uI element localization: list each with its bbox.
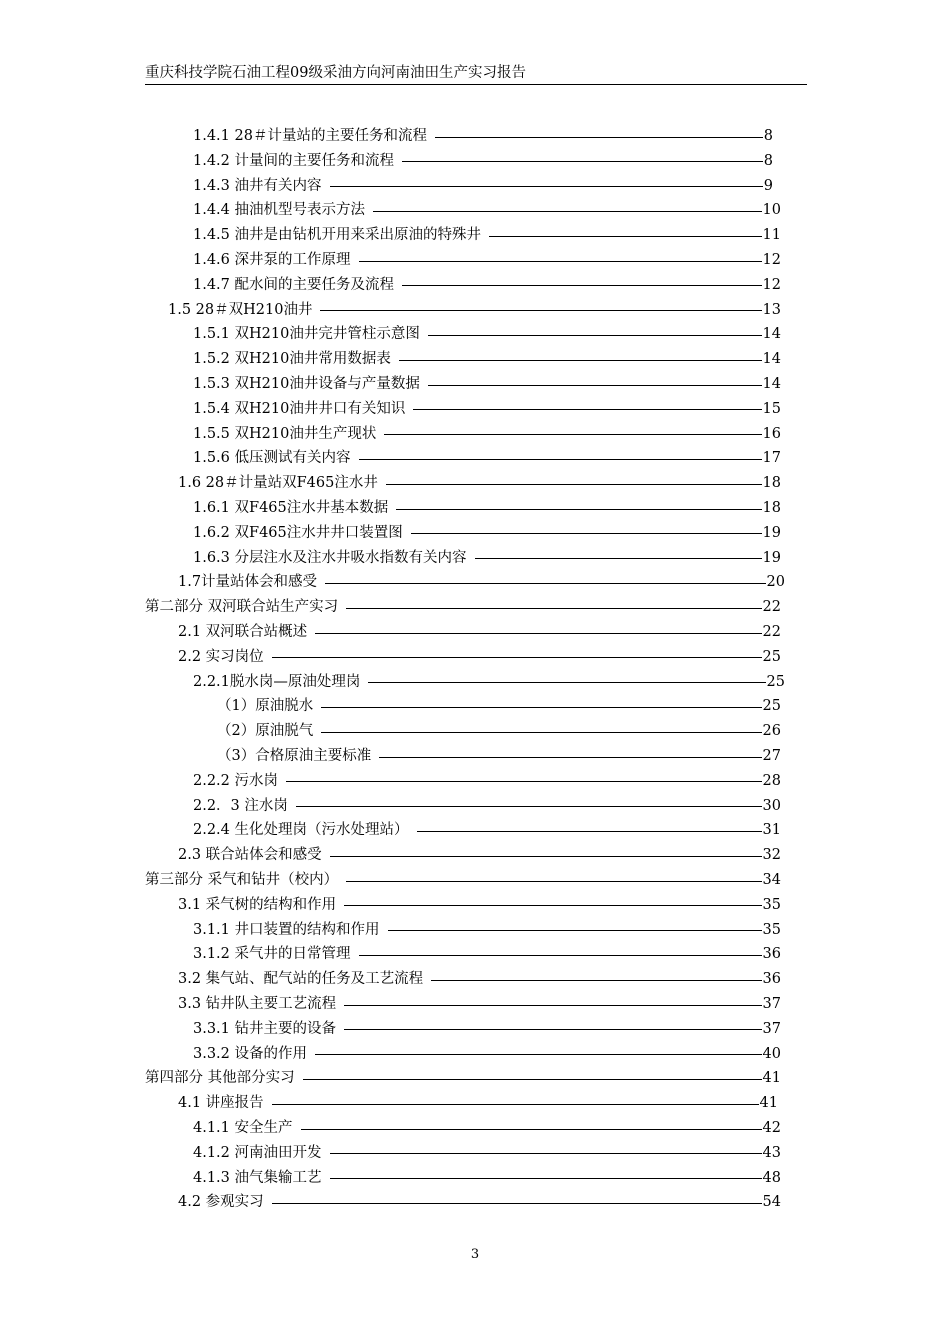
- toc-leader-line: [411, 533, 762, 534]
- toc-entry-page: 34: [762, 872, 781, 888]
- toc-entry-page: 37: [762, 996, 781, 1012]
- toc-entry-title: （2）原油脱气: [217, 723, 314, 740]
- toc-entry-page: 41: [759, 1095, 778, 1112]
- toc-entry-title: 3.1.1 井口装置的结构和作用: [193, 921, 380, 938]
- toc-entry-title: 2.2.2 污水岗: [193, 772, 279, 789]
- toc-entry[interactable]: [193, 1017, 781, 1042]
- toc-entry-page: 27: [762, 748, 781, 764]
- toc-leader-line: [402, 285, 762, 286]
- toc-entry-page: 41: [762, 1070, 781, 1087]
- toc-entry-title: 3.1.2 采气井的日常管理: [193, 946, 351, 963]
- toc-entry-title: 2.2 实习岗位: [178, 648, 264, 665]
- toc-entry-page: 20: [766, 574, 785, 591]
- toc-entry-page: 22: [762, 599, 781, 616]
- toc-leader-line: [321, 732, 761, 733]
- toc-leader-line: [384, 434, 761, 435]
- toc-entry-title: 2.3 联合站体会和感受: [178, 847, 322, 864]
- toc-leader-line: [325, 583, 765, 584]
- toc-entry-title: 1.4.1 28＃计量站的主要任务和流程: [193, 128, 427, 144]
- toc-entry-page: 9: [763, 177, 773, 194]
- toc-leader-line: [344, 905, 761, 906]
- toc-entry-title: 3.2 集气站、配气站的任务及工艺流程: [178, 971, 424, 988]
- toc-entry-title: 1.5.3 双H210油井设备与产量数据: [193, 376, 420, 392]
- toc-entry[interactable]: [217, 744, 781, 769]
- toc-entry[interactable]: [178, 645, 781, 670]
- toc-entry[interactable]: [178, 843, 781, 868]
- toc-leader-line: [320, 310, 761, 311]
- toc-entry[interactable]: [193, 273, 781, 298]
- toc-entry-title: 1.4.5 油井是由钻机开用来采出原油的特殊井: [193, 227, 482, 244]
- toc-entry-page: 25: [762, 698, 781, 715]
- toc-entry[interactable]: [193, 223, 781, 248]
- toc-entry[interactable]: [193, 397, 781, 422]
- toc-leader-line: [373, 211, 762, 212]
- toc-entry-page: 18: [762, 475, 781, 492]
- toc-entry-page: 32: [762, 847, 781, 864]
- page-header-title: 重庆科技学院石油工程09级采油方向河南油田生产实习报告: [145, 65, 526, 81]
- toc-entry-title: 4.1.2 河南油田开发: [193, 1144, 322, 1161]
- toc-entry-page: 37: [762, 1020, 781, 1037]
- toc-leader-line: [272, 1104, 759, 1105]
- toc-entry[interactable]: [193, 1042, 781, 1067]
- toc-entry-page: 13: [762, 301, 781, 318]
- toc-entry[interactable]: [217, 719, 781, 744]
- toc-entry-title: 1.6.1 双F465注水井基本数据: [193, 500, 389, 516]
- toc-entry[interactable]: [193, 546, 781, 571]
- toc-entry-page: 25: [762, 648, 781, 665]
- toc-entry[interactable]: [145, 868, 781, 893]
- toc-entry-title: 1.4.7 配水间的主要任务及流程: [193, 276, 395, 293]
- toc-leader-line: [344, 1005, 761, 1006]
- toc-entry[interactable]: [193, 372, 781, 397]
- toc-entry-page: 30: [762, 797, 781, 814]
- toc-entry-title: （3）合格原油主要标准: [217, 748, 372, 764]
- toc-entry-page: 26: [762, 723, 781, 740]
- toc-entry-title: 1.5.5 双H210油井生产现状: [193, 425, 377, 442]
- toc-entry[interactable]: [193, 496, 781, 521]
- toc-entry[interactable]: [145, 1066, 781, 1091]
- toc-entry-page: 18: [762, 500, 781, 516]
- toc-entry[interactable]: [193, 521, 781, 546]
- toc-entry[interactable]: [193, 1116, 781, 1141]
- toc-entry-title: 1.4.2 计量间的主要任务和流程: [193, 152, 395, 169]
- toc-entry-title: 1.4.6 深井泵的工作原理: [193, 252, 351, 268]
- toc-entry-title: 2.2.1脱水岗—原油处理岗: [193, 673, 361, 690]
- toc-entry-title: 1.6.3 分层注水及注水井吸水指数有关内容: [193, 549, 467, 566]
- toc-entry-page: 48: [762, 1169, 781, 1186]
- toc-leader-line: [359, 955, 762, 956]
- toc-leader-line: [386, 484, 762, 485]
- toc-entry-page: 8: [763, 152, 773, 169]
- toc-entry[interactable]: [193, 124, 773, 149]
- toc-leader-line: [296, 806, 762, 807]
- toc-entry[interactable]: [193, 818, 781, 843]
- toc-entry-page: 17: [762, 450, 781, 467]
- toc-entry-page: 19: [762, 549, 781, 566]
- toc-entry[interactable]: [193, 422, 781, 447]
- toc-entry-title: 4.2 参观实习: [178, 1194, 264, 1211]
- toc-entry[interactable]: [178, 1091, 778, 1116]
- toc-leader-line: [346, 881, 761, 882]
- toc-leader-line: [489, 236, 762, 237]
- toc-leader-line: [435, 137, 763, 138]
- toc-entry-title: 1.5.2 双H210油井常用数据表: [193, 351, 391, 368]
- toc-entry-title: 1.6.2 双F465注水井井口装置图: [193, 524, 403, 541]
- toc-entry-title: 3.3.1 钻井主要的设备: [193, 1020, 337, 1037]
- toc-entry-page: 11: [762, 227, 781, 244]
- toc-entry-title: 3.1 采气树的结构和作用: [178, 896, 337, 913]
- toc-entry-title: 4.1.3 油气集输工艺: [193, 1169, 322, 1186]
- toc-leader-line: [417, 831, 762, 832]
- toc-entry-title: 第三部分 采气和钻井（校内）: [145, 872, 339, 888]
- toc-leader-line: [344, 1029, 762, 1030]
- toc-entry-title: 1.4.4 抽油机型号表示方法: [193, 202, 366, 219]
- toc-leader-line: [303, 1079, 762, 1080]
- toc-entry[interactable]: [193, 446, 781, 471]
- toc-entry-title: 2.2．3 注水岗: [193, 797, 288, 814]
- toc-entry[interactable]: [178, 471, 781, 496]
- toc-leader-line: [428, 335, 762, 336]
- toc-leader-line: [330, 186, 763, 187]
- toc-entry[interactable]: [193, 1141, 781, 1166]
- toc-entry[interactable]: [178, 967, 781, 992]
- toc-leader-line: [330, 856, 762, 857]
- toc-entry-page: 28: [762, 772, 781, 789]
- toc-entry[interactable]: [193, 1166, 781, 1191]
- toc-leader-line: [272, 657, 762, 658]
- toc-entry-page: 36: [762, 971, 781, 988]
- toc-leader-line: [399, 360, 762, 361]
- toc-entry[interactable]: [193, 670, 785, 695]
- toc-entry-title: 2.2.4 生化处理岗（污水处理站）: [193, 822, 409, 839]
- toc-entry-title: 1.4.3 油井有关内容: [193, 177, 322, 194]
- toc-entry-title: 1.5.1 双H210油井完井管柱示意图: [193, 326, 420, 343]
- toc-entry[interactable]: [193, 918, 781, 943]
- toc-entry-page: 31: [762, 822, 781, 839]
- toc-leader-line: [413, 409, 761, 410]
- toc-entry-title: 4.1.1 安全生产: [193, 1120, 293, 1136]
- toc-entry[interactable]: [178, 620, 781, 645]
- toc-leader-line: [396, 509, 761, 510]
- toc-entry-title: 1.6 28＃计量站双F465注水井: [178, 475, 378, 492]
- header-rule: [145, 84, 807, 85]
- toc-leader-line: [272, 1203, 762, 1204]
- toc-entry-title: 第二部分 双河联合站生产实习: [145, 599, 339, 616]
- toc-entry-page: 10: [762, 202, 781, 219]
- toc-entry[interactable]: [178, 992, 781, 1017]
- toc-leader-line: [402, 161, 763, 162]
- toc-entry-page: 14: [762, 326, 781, 343]
- toc-leader-line: [286, 781, 762, 782]
- toc-entry-page: 12: [762, 252, 781, 268]
- toc-entry-title: 3.3.2 设备的作用: [193, 1045, 308, 1062]
- toc-entry[interactable]: [178, 570, 785, 595]
- toc-entry[interactable]: [193, 248, 781, 273]
- toc-entry-page: 54: [762, 1194, 781, 1211]
- toc-leader-line: [321, 707, 761, 708]
- toc-leader-line: [330, 1153, 762, 1154]
- toc-leader-line: [346, 608, 761, 609]
- toc-leader-line: [428, 385, 762, 386]
- toc-entry-page: 19: [762, 524, 781, 541]
- toc-entry[interactable]: [193, 322, 781, 347]
- toc-entry-title: （1）原油脱水: [217, 698, 314, 715]
- toc-entry-page: 25: [766, 673, 785, 690]
- toc-entry-page: 14: [762, 351, 781, 368]
- toc-entry-page: 8: [763, 128, 773, 144]
- toc-leader-line: [330, 1178, 762, 1179]
- toc-entry-title: 4.1 讲座报告: [178, 1095, 264, 1112]
- toc-entry-page: 14: [762, 376, 781, 392]
- toc-entry-title: 1.5 28＃双H210油井: [168, 301, 313, 318]
- toc-entry[interactable]: [178, 893, 781, 918]
- toc-entry[interactable]: [193, 942, 781, 967]
- toc-entry[interactable]: [217, 694, 781, 719]
- toc-entry-page: 36: [762, 946, 781, 963]
- toc-entry[interactable]: [178, 1190, 781, 1215]
- toc-entry[interactable]: [193, 174, 773, 199]
- toc-leader-line: [368, 682, 765, 683]
- toc-entry[interactable]: [193, 149, 773, 174]
- toc-entry-page: 35: [762, 921, 781, 938]
- toc-entry-title: 3.3 钻井队主要工艺流程: [178, 996, 337, 1012]
- toc-entry-page: 42: [762, 1120, 781, 1136]
- toc-entry-title: 1.5.6 低压测试有关内容: [193, 450, 351, 467]
- toc-leader-line: [359, 261, 762, 262]
- toc-entry-page: 12: [762, 276, 781, 293]
- toc-entry-title: 2.1 双河联合站概述: [178, 624, 308, 640]
- toc-leader-line: [315, 633, 761, 634]
- toc-entry-title: 第四部分 其他部分实习: [145, 1070, 295, 1087]
- toc-entry[interactable]: [168, 298, 781, 323]
- toc-leader-line: [359, 459, 762, 460]
- toc-entry[interactable]: [193, 794, 781, 819]
- toc-entry[interactable]: [193, 769, 781, 794]
- toc-entry[interactable]: [193, 198, 781, 223]
- toc-entry-page: 40: [762, 1045, 781, 1062]
- toc-leader-line: [388, 930, 762, 931]
- toc-entry-page: 22: [762, 624, 781, 640]
- toc-leader-line: [431, 980, 761, 981]
- toc-leader-line: [379, 757, 761, 758]
- toc-entry-page: 15: [762, 400, 781, 417]
- toc-entry-page: 35: [762, 896, 781, 913]
- toc-entry-title: 1.7计量站体会和感受: [178, 574, 318, 591]
- page-number: 3: [470, 1247, 480, 1262]
- toc-leader-line: [475, 558, 762, 559]
- toc-leader-line: [315, 1054, 762, 1055]
- toc-leader-line: [301, 1129, 762, 1130]
- toc-entry-title: 1.5.4 双H210油井井口有关知识: [193, 400, 406, 417]
- toc-entry-page: 16: [762, 425, 781, 442]
- toc-entry[interactable]: [193, 347, 781, 372]
- toc-entry[interactable]: [145, 595, 781, 620]
- toc-entry-page: 43: [762, 1144, 781, 1161]
